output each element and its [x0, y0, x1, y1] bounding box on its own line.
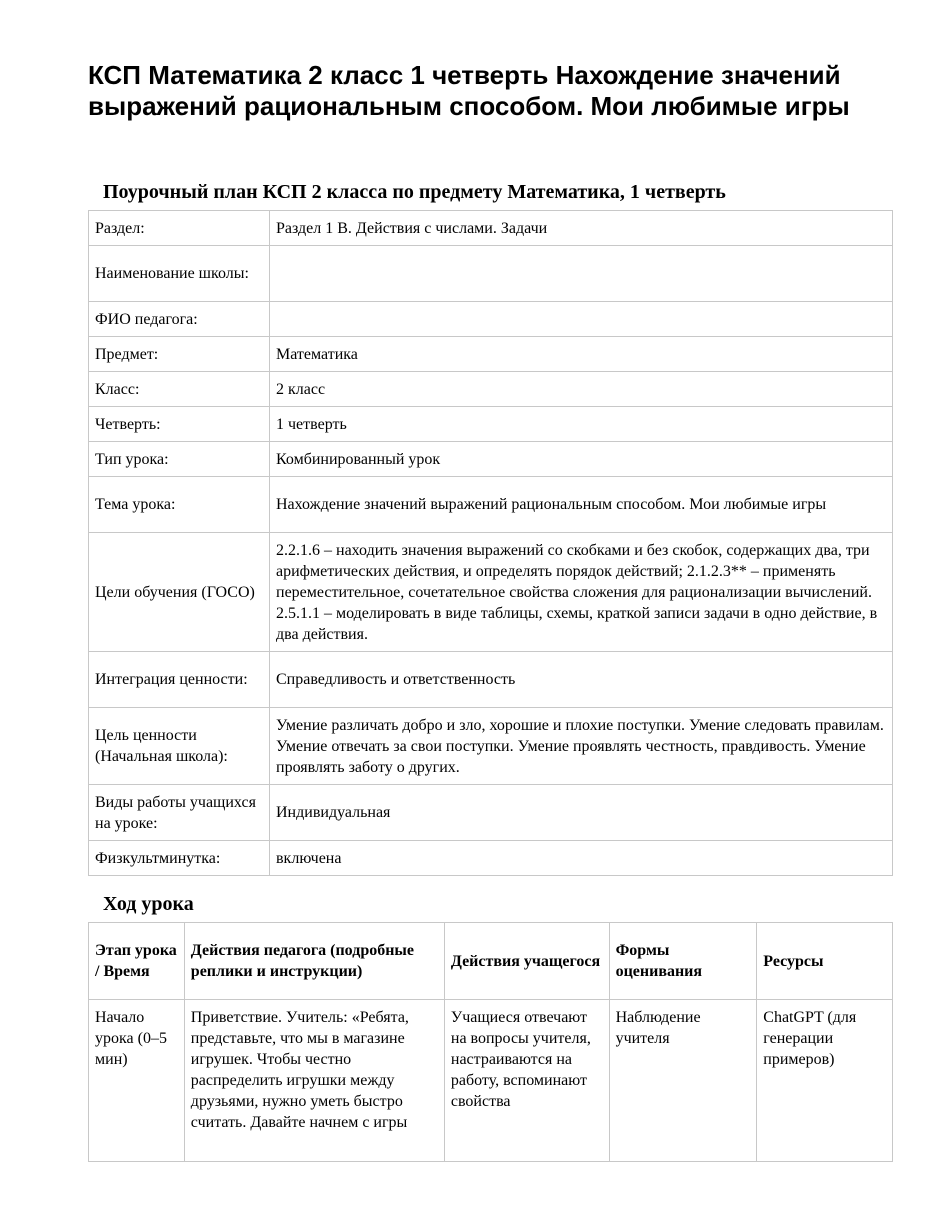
table-row: [89, 372, 893, 407]
table-row: [89, 652, 893, 708]
row-value: Индивидуальная: [270, 785, 893, 841]
row-label: Физкультминутка:: [89, 841, 270, 876]
row-value: Справедливость и ответственность: [270, 652, 893, 708]
cell-stage: Начало урока (0–5 мин): [89, 1000, 185, 1162]
row-value: включена: [270, 841, 893, 876]
document-title: КСП Математика 2 класс 1 четверть Нахождение значений выражений рациональным способом. Мои любимые игры: [88, 60, 850, 121]
row-label: Цель ценности (Начальная школа):: [89, 708, 270, 785]
cell-assessment: Наблюдение учителя: [609, 1000, 757, 1162]
row-value: [270, 302, 893, 337]
row-label: Раздел:: [89, 211, 270, 246]
row-value: Умение различать добро и зло, хорошие и плохие поступки. Умение следовать правилам. Умение отвечать за свои поступки. Умение проявлять честность, правдивость. Умение проявлять заботу о других.: [270, 708, 893, 785]
row-label: Класс:: [89, 372, 270, 407]
row-value: Комбинированный урок: [270, 442, 893, 477]
lesson-flow-table: [88, 922, 893, 1162]
row-value: Математика: [270, 337, 893, 372]
table-row: [89, 841, 893, 876]
cell-resources: ChatGPT (для генерации примеров): [757, 1000, 893, 1162]
row-label: Наименование школы:: [89, 246, 270, 302]
table-row: [89, 302, 893, 337]
table-row: [89, 442, 893, 477]
row-label: Четверть:: [89, 407, 270, 442]
table-header-row: [89, 923, 893, 1000]
plan-table: [88, 210, 893, 876]
row-label: Интеграция ценности:: [89, 652, 270, 708]
row-value: 2.2.1.6 – находить значения выражений со скобками и без скобок, содержащих два, три арифметических действия, и определять порядок действий; 2.1.2.3** – применять переместительное, сочетательное свойства сложения для рационализации вычислений. 2.5.1.1 – моделировать в виде таблицы, схемы, краткой записи задачи в одно действие, в два действия.: [270, 533, 893, 652]
table-row: [89, 477, 893, 533]
table-row: [89, 708, 893, 785]
row-label: Предмет:: [89, 337, 270, 372]
column-header-resources: Ресурсы: [757, 923, 893, 1000]
row-value: Раздел 1 B. Действия с числами. Задачи: [270, 211, 893, 246]
column-header-student-actions: Действия учащегося: [444, 923, 609, 1000]
row-label: Тема урока:: [89, 477, 270, 533]
row-value: 2 класс: [270, 372, 893, 407]
row-label: ФИО педагога:: [89, 302, 270, 337]
row-label: Тип урока:: [89, 442, 270, 477]
lesson-flow-heading: Ход урока: [103, 893, 194, 915]
column-header-assessment: Формы оценивания: [609, 923, 757, 1000]
row-value: [270, 246, 893, 302]
table-row: [89, 785, 893, 841]
row-value: Нахождение значений выражений рациональным способом. Мои любимые игры: [270, 477, 893, 533]
table-row: [89, 1000, 893, 1162]
table-row: [89, 533, 893, 652]
row-label: Виды работы учащихся на уроке:: [89, 785, 270, 841]
column-header-stage: Этап урока / Время: [89, 923, 185, 1000]
table-row: [89, 337, 893, 372]
cell-student-actions: Учащиеся отвечают на вопросы учителя, настраиваются на работу, вспоминают свойства: [444, 1000, 609, 1162]
table-row: [89, 407, 893, 442]
row-value: 1 четверть: [270, 407, 893, 442]
table-row: [89, 211, 893, 246]
plan-heading: Поурочный план КСП 2 класса по предмету Математика, 1 четверть: [103, 181, 726, 203]
row-label: Цели обучения (ГОСО): [89, 533, 270, 652]
table-row: [89, 246, 893, 302]
cell-teacher-actions: Приветствие. Учитель: «Ребята, представьте, что мы в магазине игрушек. Чтобы честно распределить игрушки между друзьями, нужно уметь быстро считать. Давайте начнем с игры: [184, 1000, 444, 1162]
column-header-teacher-actions: Действия педагога (подробные реплики и инструкции): [184, 923, 444, 1000]
